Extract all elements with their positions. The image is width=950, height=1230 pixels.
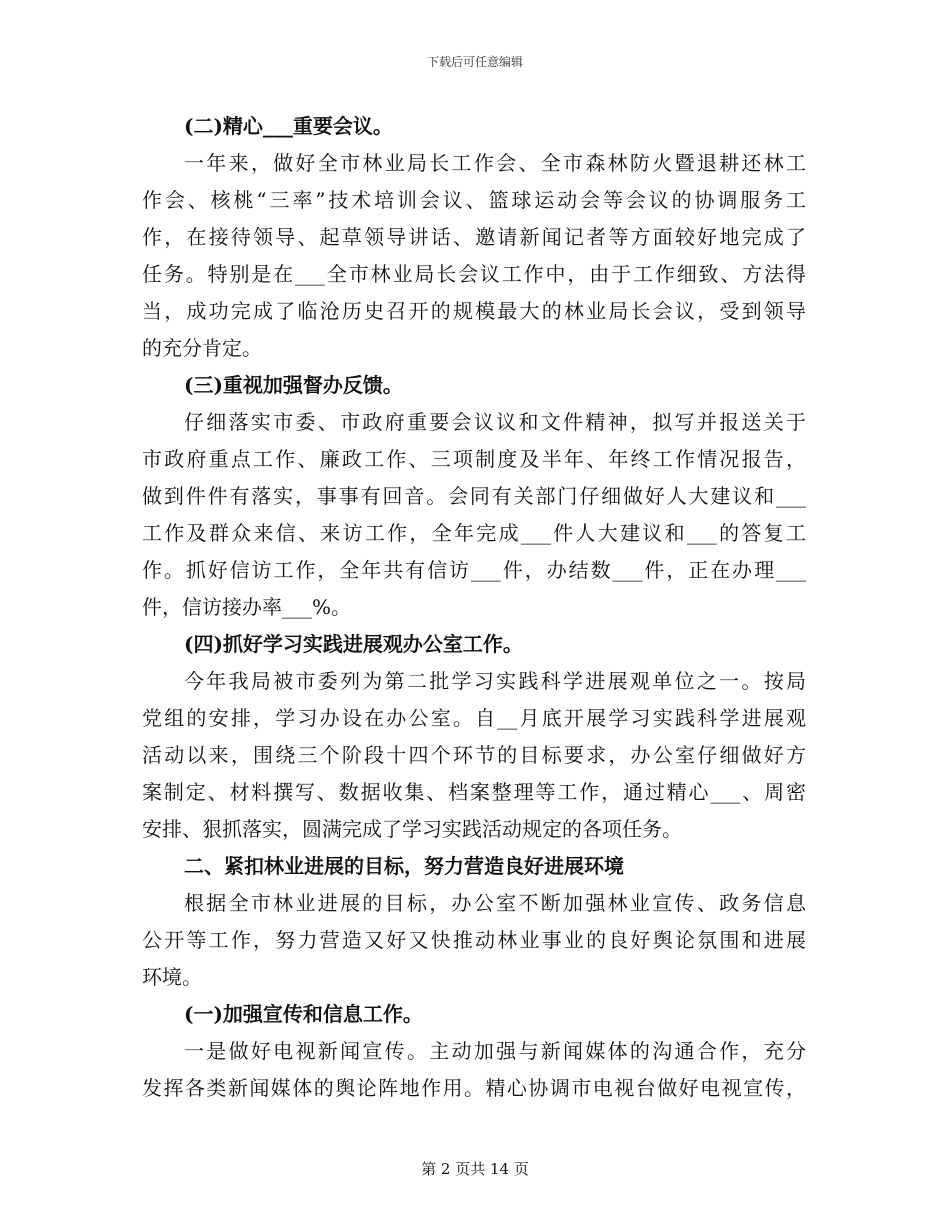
paragraph-line: 作会、核桃“三率”技术培训会议、篮球运动会等会议的协调服务工: [142, 188, 806, 212]
page-footer: 第 2 页共 14 页: [421, 1160, 529, 1178]
section-heading: (一)加强宣传和信息工作。: [184, 1002, 423, 1026]
paragraph-line: 安排、狠抓落实，圆满完成了学习实践活动规定的各项任务。: [142, 817, 682, 841]
paragraph-line: 的充分肯定。: [142, 336, 262, 360]
paragraph-line: 环境。: [142, 965, 202, 989]
paragraph-line: 今年我局被市委列为第二批学习实践科学进展观单位之一。按局: [184, 669, 806, 693]
section-heading: (四)抓好学习实践进展观办公室工作。: [184, 632, 523, 656]
paragraph-line: 仔细落实市委、市政府重要会议议和文件精神，拟写并报送关于: [184, 410, 806, 434]
paragraph-line: 党组的安排，学习办设在办公室。自__月底开展学习实践科学进展观: [142, 706, 806, 730]
paragraph-line: 发挥各类新闻媒体的舆论阵地作用。精心协调市电视台做好电视宣传，: [142, 1076, 806, 1100]
paragraph-line: 做到件件有落实，事事有回音。会同有关部门仔细做好人大建议和___: [142, 484, 806, 508]
paragraph-line: 当，成功完成了临沧历史召开的规模最大的林业局长会议，受到领导: [142, 299, 806, 323]
document-body: [142, 108, 806, 1107]
section-heading: (二)精心___重要会议。: [184, 114, 393, 138]
paragraph-line: 件，信访接办率___%。: [142, 595, 352, 619]
paragraph-line: 作。抓好信访工作，全年共有信访___件，办结数___件，正在办理___: [142, 558, 806, 582]
paragraph-line: 公开等工作，努力营造又好又快推动林业事业的良好舆论氛围和进展: [142, 928, 806, 952]
paragraph-line: 案制定、材料撰写、数据收集、档案整理等工作，通过精心___、周密: [142, 780, 806, 804]
paragraph-line: 工作及群众来信、来访工作，全年完成___件人大建议和___的答复工: [142, 521, 806, 545]
paragraph-line: 一年来，做好全市林业局长工作会、全市森林防火暨退耕还林工: [184, 151, 806, 175]
chapter-heading: 二、紧扣林业进展的目标，努力营造良好进展环境: [184, 854, 624, 878]
paragraph-line: 活动以来，围绕三个阶段十四个环节的目标要求，办公室仔细做好方: [142, 743, 806, 767]
paragraph-line: 作，在接待领导、起草领导讲话、邀请新闻记者等方面较好地完成了: [142, 225, 806, 249]
paragraph-line: 市政府重点工作、廉政工作、三项制度及半年、年终工作情况报告，: [142, 447, 806, 471]
paragraph-line: 根据全市林业进展的目标，办公室不断加强林业宣传、政务信息: [184, 891, 806, 915]
page-header: 下载后可任意编辑: [426, 55, 523, 69]
section-heading: (三)重视加强督办反馈。: [184, 373, 403, 397]
paragraph-line: 一是做好电视新闻宣传。主动加强与新闻媒体的沟通合作，充分: [184, 1039, 806, 1063]
paragraph-line: 任务。特别是在___全市林业局长会议工作中，由于工作细致、方法得: [142, 262, 806, 286]
